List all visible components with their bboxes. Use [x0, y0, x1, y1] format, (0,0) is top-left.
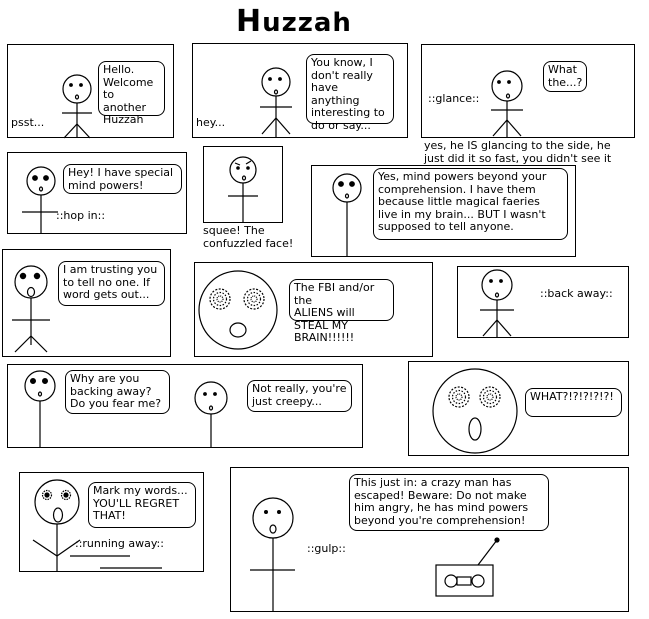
caption: ::back away::: [540, 287, 613, 300]
speech-bubble: The FBI and/or the ALIENS will STEAL MY BRAIN!!!!!!: [289, 279, 394, 321]
speech-bubble: Hey! I have special mind powers!: [63, 164, 182, 194]
speech-bubble: Mark my words... YOU'LL REGRET THAT!: [88, 482, 196, 528]
speech-bubble: I am trusting you to tell no one. If word gets out...: [58, 261, 165, 306]
caption: ::glance::: [428, 92, 480, 105]
caption: psst...: [11, 116, 45, 129]
speech-bubble: What the...?: [543, 61, 587, 92]
speech-bubble: You know, I don't really have anything interesting to do or say...: [306, 54, 394, 124]
caption: ::gulp::: [307, 542, 346, 555]
caption: squee! The confuzzled face!: [203, 224, 294, 250]
caption: ::running away::: [75, 537, 164, 550]
speech-bubble: Yes, mind powers beyond your comprehension. I have them because little magical faeries live in my brain... BUT I wasn't supposed to tell anyone.: [373, 168, 568, 240]
speech-bubble: This just in: a crazy man has escaped! Beware: Do not make him angry, he has mind powers beyond you're comprehension!: [349, 474, 549, 531]
caption: ::hop in::: [56, 209, 106, 222]
title-rest: uzzah: [262, 8, 352, 38]
speech-bubble-left: Why are you backing away? Do you fear me?: [65, 370, 170, 414]
title-first-letter: H: [236, 4, 263, 39]
caption: hey...: [196, 116, 226, 129]
speech-bubble-right: Not really, you're just creepy...: [247, 380, 352, 412]
speech-bubble: WHAT?!?!?!?!?!: [525, 388, 622, 417]
caption-below: yes, he IS glancing to the side, he just did it so fast, you didn't see it: [424, 139, 612, 165]
speech-bubble: Hello. Welcome to another Huzzah: [98, 61, 165, 116]
